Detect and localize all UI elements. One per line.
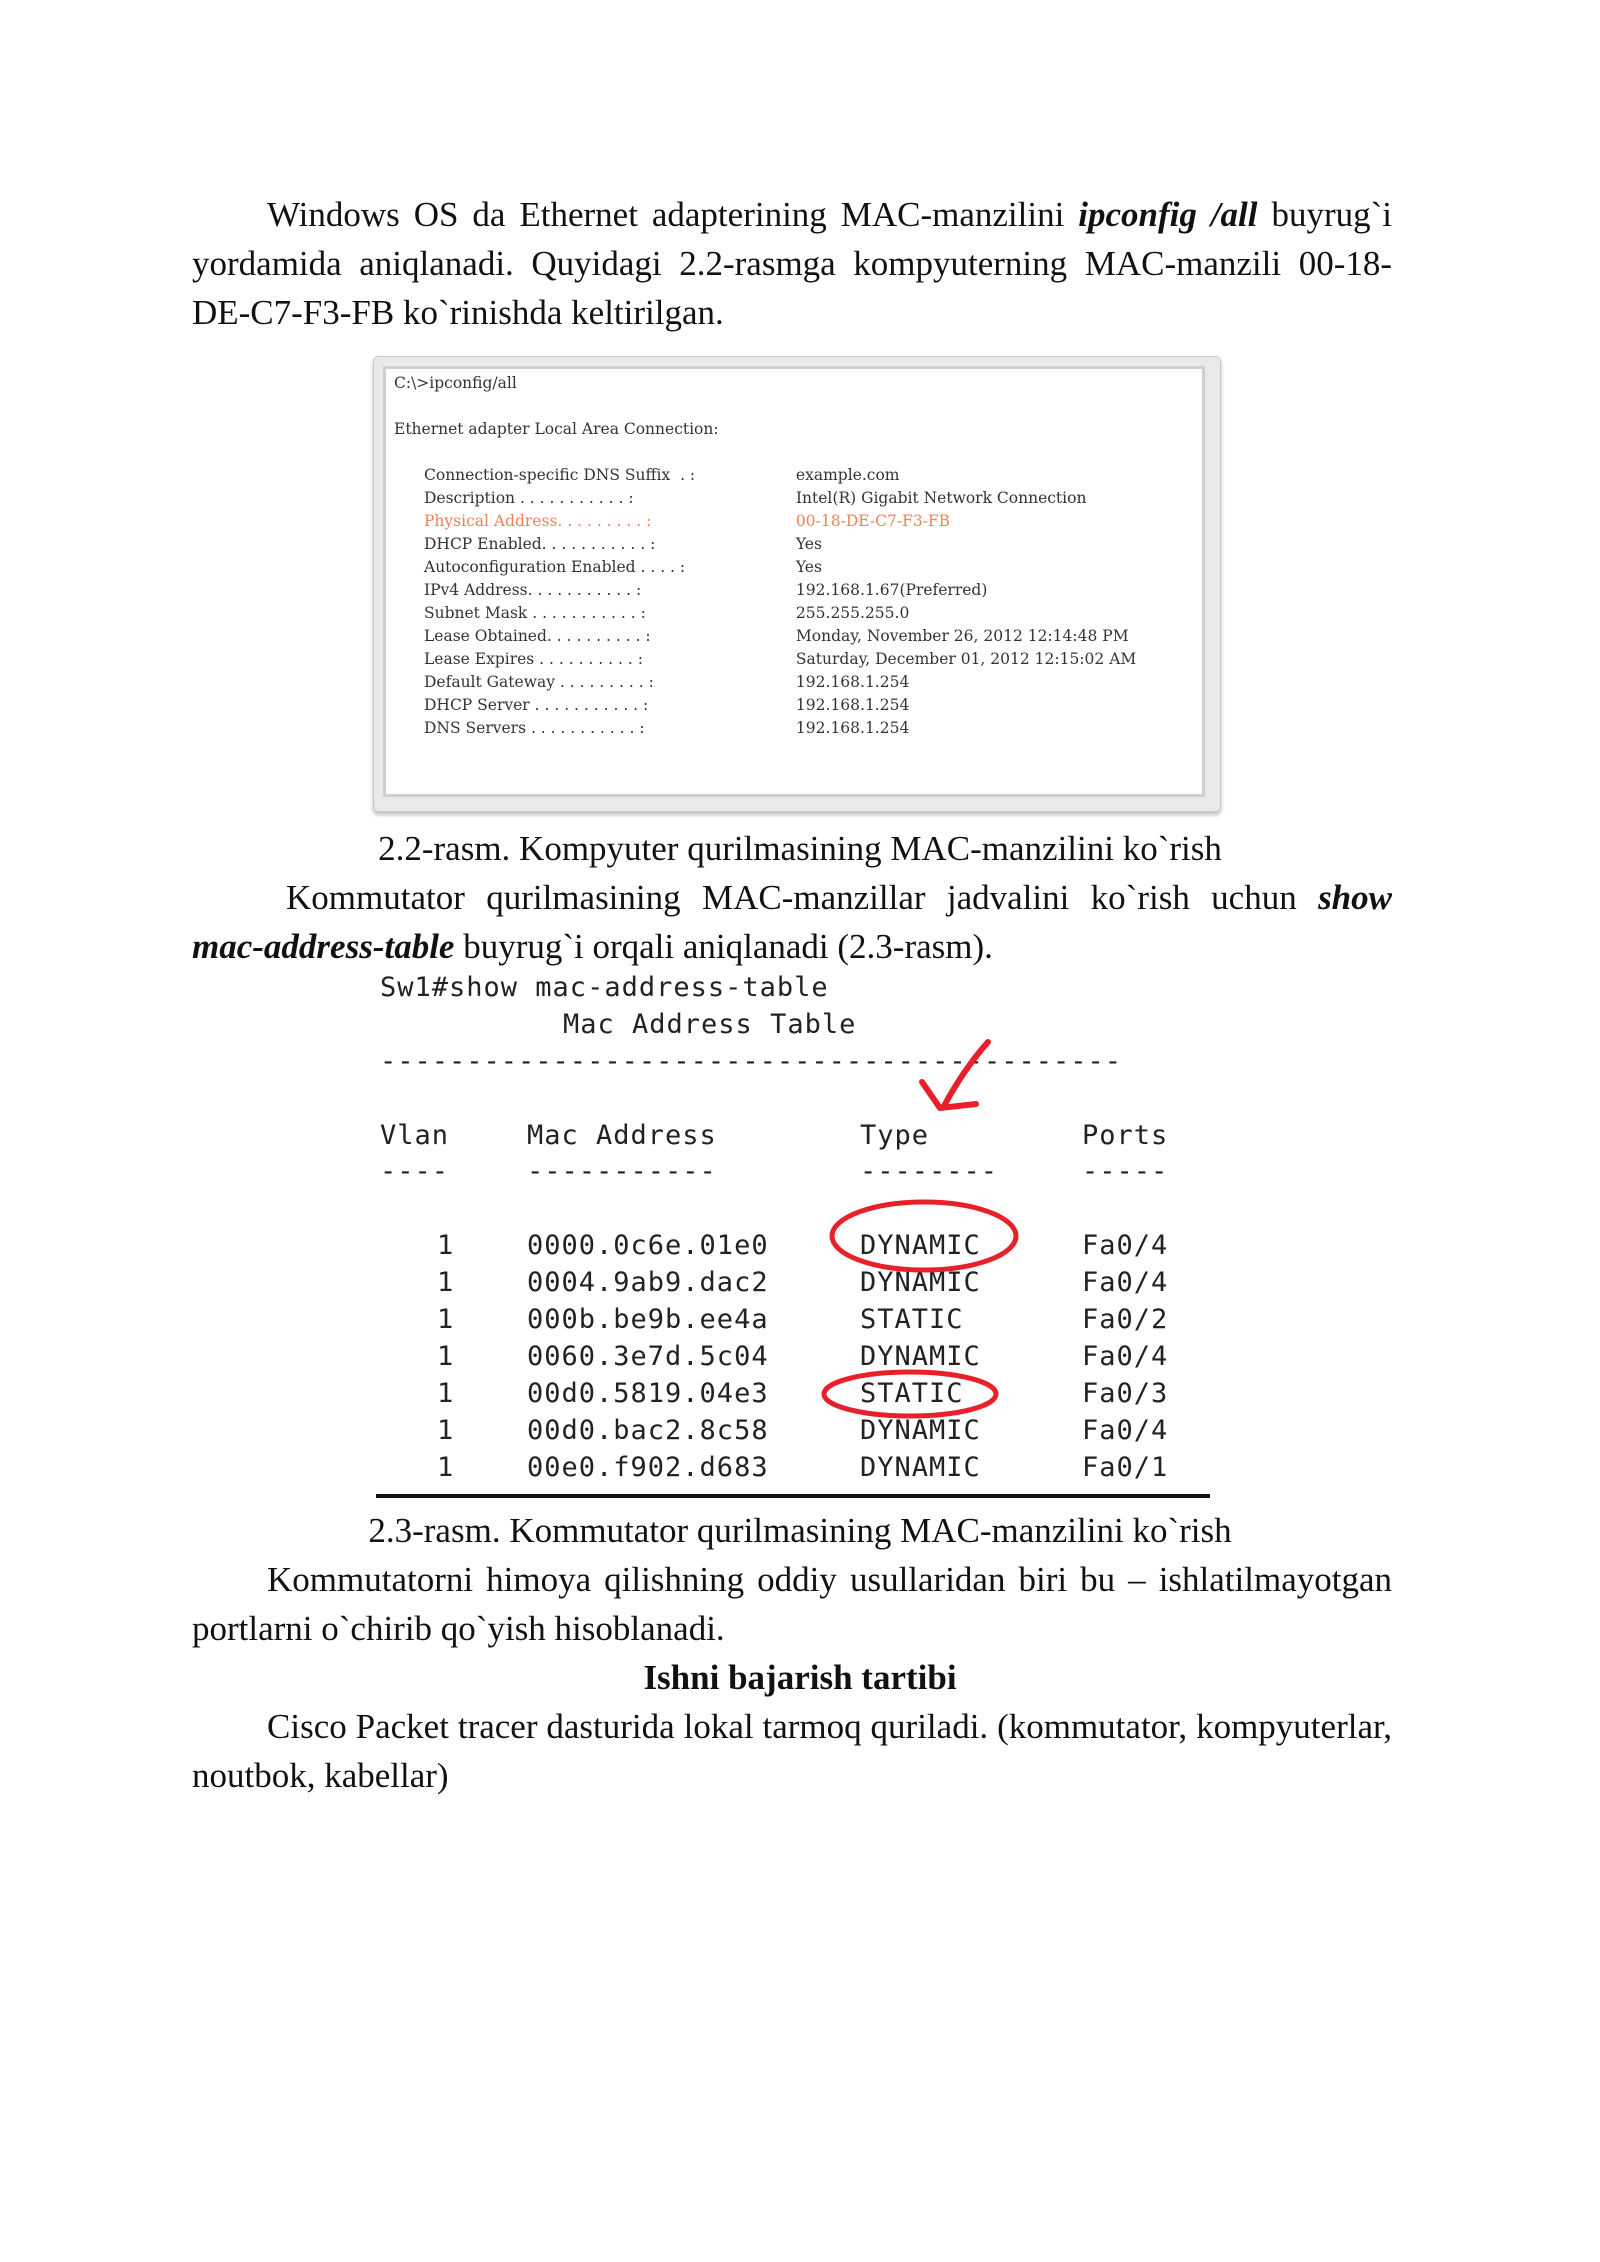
ipconfig-row-label: DNS Servers . . . . . . . . . . . : — [424, 719, 645, 737]
ipconfig-row — [424, 488, 1086, 508]
row-mac-address: 0060.3e7d.5c04 — [527, 1341, 769, 1372]
intro-paragraph — [192, 190, 1392, 337]
ipconfig-row-label: Description . . . . . . . . . . . : — [424, 489, 634, 507]
ipconfig-row — [424, 557, 822, 577]
ipconfig-row-label: IPv4 Address. . . . . . . . . . . : — [424, 581, 642, 599]
row-type: DYNAMIC — [860, 1415, 981, 1446]
show-mac-command: show mac-address-table — [192, 878, 1392, 966]
header-vlan: Vlan — [380, 1120, 450, 1151]
ipconfig-row-label: Lease Obtained. . . . . . . . . . : — [424, 627, 651, 645]
row-mac-address: 00d0.5819.04e3 — [527, 1378, 769, 1409]
row-type: STATIC — [860, 1304, 964, 1335]
ipconfig-prompt: C:\>ipconfig/all — [394, 374, 517, 392]
ipconfig-row — [424, 580, 987, 600]
row-mac-address: 00e0.f902.d683 — [527, 1452, 769, 1483]
ipconfig-row-value: Monday, November 26, 2012 12:14:48 PM — [791, 627, 1129, 645]
row-port: Fa0/1 — [1082, 1452, 1169, 1483]
ipconfig-row-label: DHCP Enabled. . . . . . . . . . . : — [424, 535, 656, 553]
ipconfig-window — [373, 356, 1221, 812]
figure-caption-2-2: 2.2-rasm. Kompyuter qurilmasining MAC-manzilini ko`rish — [378, 829, 1222, 868]
outro-paragraph: Kommutatorni himoya qilishning oddiy usullaridan biri bu – ishlatilmayotgan portlarni o`chirib qo`yish hisoblanadi. — [192, 1560, 1392, 1648]
ipconfig-row — [424, 672, 909, 692]
underline-ports: ----- — [1082, 1156, 1169, 1187]
ipconfig-row-label: Autoconfiguration Enabled . . . . : — [424, 558, 686, 576]
ipconfig-row — [424, 465, 899, 485]
row-vlan: 1 — [437, 1415, 455, 1446]
underline-mac-address: ----------- — [527, 1156, 717, 1187]
row-mac-address: 0000.0c6e.01e0 — [527, 1230, 769, 1261]
ipconfig-row-value: example.com — [791, 466, 900, 484]
row-vlan: 1 — [437, 1230, 455, 1261]
row-vlan: 1 — [437, 1267, 455, 1298]
row-mac-address: 00d0.bac2.8c58 — [527, 1415, 769, 1446]
mid-paragraph — [192, 873, 1392, 971]
row-port: Fa0/3 — [1082, 1378, 1169, 1409]
ipconfig-output — [383, 366, 1205, 797]
mid-text-1: Kommutator qurilmasining MAC-manzillar jadvalini ko`rish uchun — [286, 878, 1319, 917]
row-port: Fa0/2 — [1082, 1304, 1169, 1335]
row-mac-address: 0004.9ab9.dac2 — [527, 1267, 769, 1298]
row-port: Fa0/4 — [1082, 1341, 1169, 1372]
ipconfig-row-value: 00-18-DE-C7-F3-FB — [791, 512, 951, 530]
ipconfig-row-value: 192.168.1.254 — [791, 673, 910, 691]
ipconfig-row — [424, 626, 1129, 646]
section-heading: Ishni bajarish tartibi — [643, 1658, 957, 1697]
switch-prompt: Sw1#show mac-address-table — [380, 972, 829, 1003]
row-port: Fa0/4 — [1082, 1415, 1169, 1446]
dash-separator: ------------------------------------------- — [380, 1046, 1122, 1077]
ipconfig-row-value: Intel(R) Gigabit Network Connection — [791, 489, 1087, 507]
mid-text-2: buyrug`i orqali aniqlanadi (2.3-rasm). — [454, 927, 993, 966]
row-port: Fa0/4 — [1082, 1267, 1169, 1298]
row-port: Fa0/4 — [1082, 1230, 1169, 1261]
ipconfig-row-value: 192.168.1.254 — [791, 719, 910, 737]
underline-vlan: ---- — [380, 1156, 450, 1187]
underline-type: -------- — [860, 1156, 999, 1187]
ipconfig-row-label: Lease Expires . . . . . . . . . . : — [424, 650, 643, 668]
figure-bottom-rule — [376, 1494, 1210, 1498]
ipconfig-command: ipconfig /all — [1078, 195, 1258, 234]
ipconfig-row — [424, 511, 950, 531]
ipconfig-row-label: Connection-specific DNS Suffix . : — [424, 466, 696, 484]
ipconfig-row-label: DHCP Server . . . . . . . . . . . : — [424, 696, 649, 714]
ipconfig-row-value: Yes — [791, 535, 822, 553]
ipconfig-row-label: Physical Address. . . . . . . . . : — [424, 512, 652, 530]
row-vlan: 1 — [437, 1341, 455, 1372]
ipconfig-row — [424, 718, 909, 738]
row-type: DYNAMIC — [860, 1267, 981, 1298]
row-type: STATIC — [860, 1378, 964, 1409]
procedure-paragraph: Cisco Packet tracer dasturida lokal tarmoq quriladi. (kommutator, kompyuterlar, noutbok, kabellar) — [192, 1707, 1392, 1795]
adapter-heading: Ethernet adapter Local Area Connection: — [394, 420, 719, 438]
mac-table-title: Mac Address Table — [563, 1009, 857, 1040]
ipconfig-row-value: 192.168.1.67(Preferred) — [791, 581, 988, 599]
header-type: Type — [860, 1120, 930, 1151]
ipconfig-row-value: 192.168.1.254 — [791, 696, 910, 714]
ipconfig-row-label: Default Gateway . . . . . . . . . : — [424, 673, 654, 691]
row-vlan: 1 — [437, 1452, 455, 1483]
row-vlan: 1 — [437, 1378, 455, 1409]
ipconfig-row-value: Yes — [791, 558, 822, 576]
row-vlan: 1 — [437, 1304, 455, 1335]
intro-text-1: Windows OS da Ethernet adapterining MAC-manzilini — [267, 195, 1079, 234]
ipconfig-row — [424, 603, 909, 623]
row-type: DYNAMIC — [860, 1341, 981, 1372]
ipconfig-row-value: Saturday, December 01, 2012 12:15:02 AM — [791, 650, 1137, 668]
ipconfig-row — [424, 649, 1136, 669]
header-ports: Ports — [1082, 1120, 1169, 1151]
ipconfig-row-label: Subnet Mask . . . . . . . . . . . : — [424, 604, 646, 622]
ipconfig-row — [424, 695, 909, 715]
figure-caption-2-3: 2.3-rasm. Kommutator qurilmasining MAC-manzilini ko`rish — [368, 1511, 1232, 1550]
intro-text-2: buyrug`i yordamida aniqlanadi. Quyidagi 2.2-rasmga kompyuterning MAC-manzili 00-18-DE-C7-F3-FB ko`rinishda keltirilgan. — [192, 195, 1392, 332]
row-mac-address: 000b.be9b.ee4a — [527, 1304, 769, 1335]
header-mac-address: Mac Address — [527, 1120, 717, 1151]
red-arrow-head-icon — [922, 1082, 976, 1108]
row-type: DYNAMIC — [860, 1230, 981, 1261]
ipconfig-row-value: 255.255.255.0 — [791, 604, 910, 622]
row-type: DYNAMIC — [860, 1452, 981, 1483]
ipconfig-row — [424, 534, 822, 554]
